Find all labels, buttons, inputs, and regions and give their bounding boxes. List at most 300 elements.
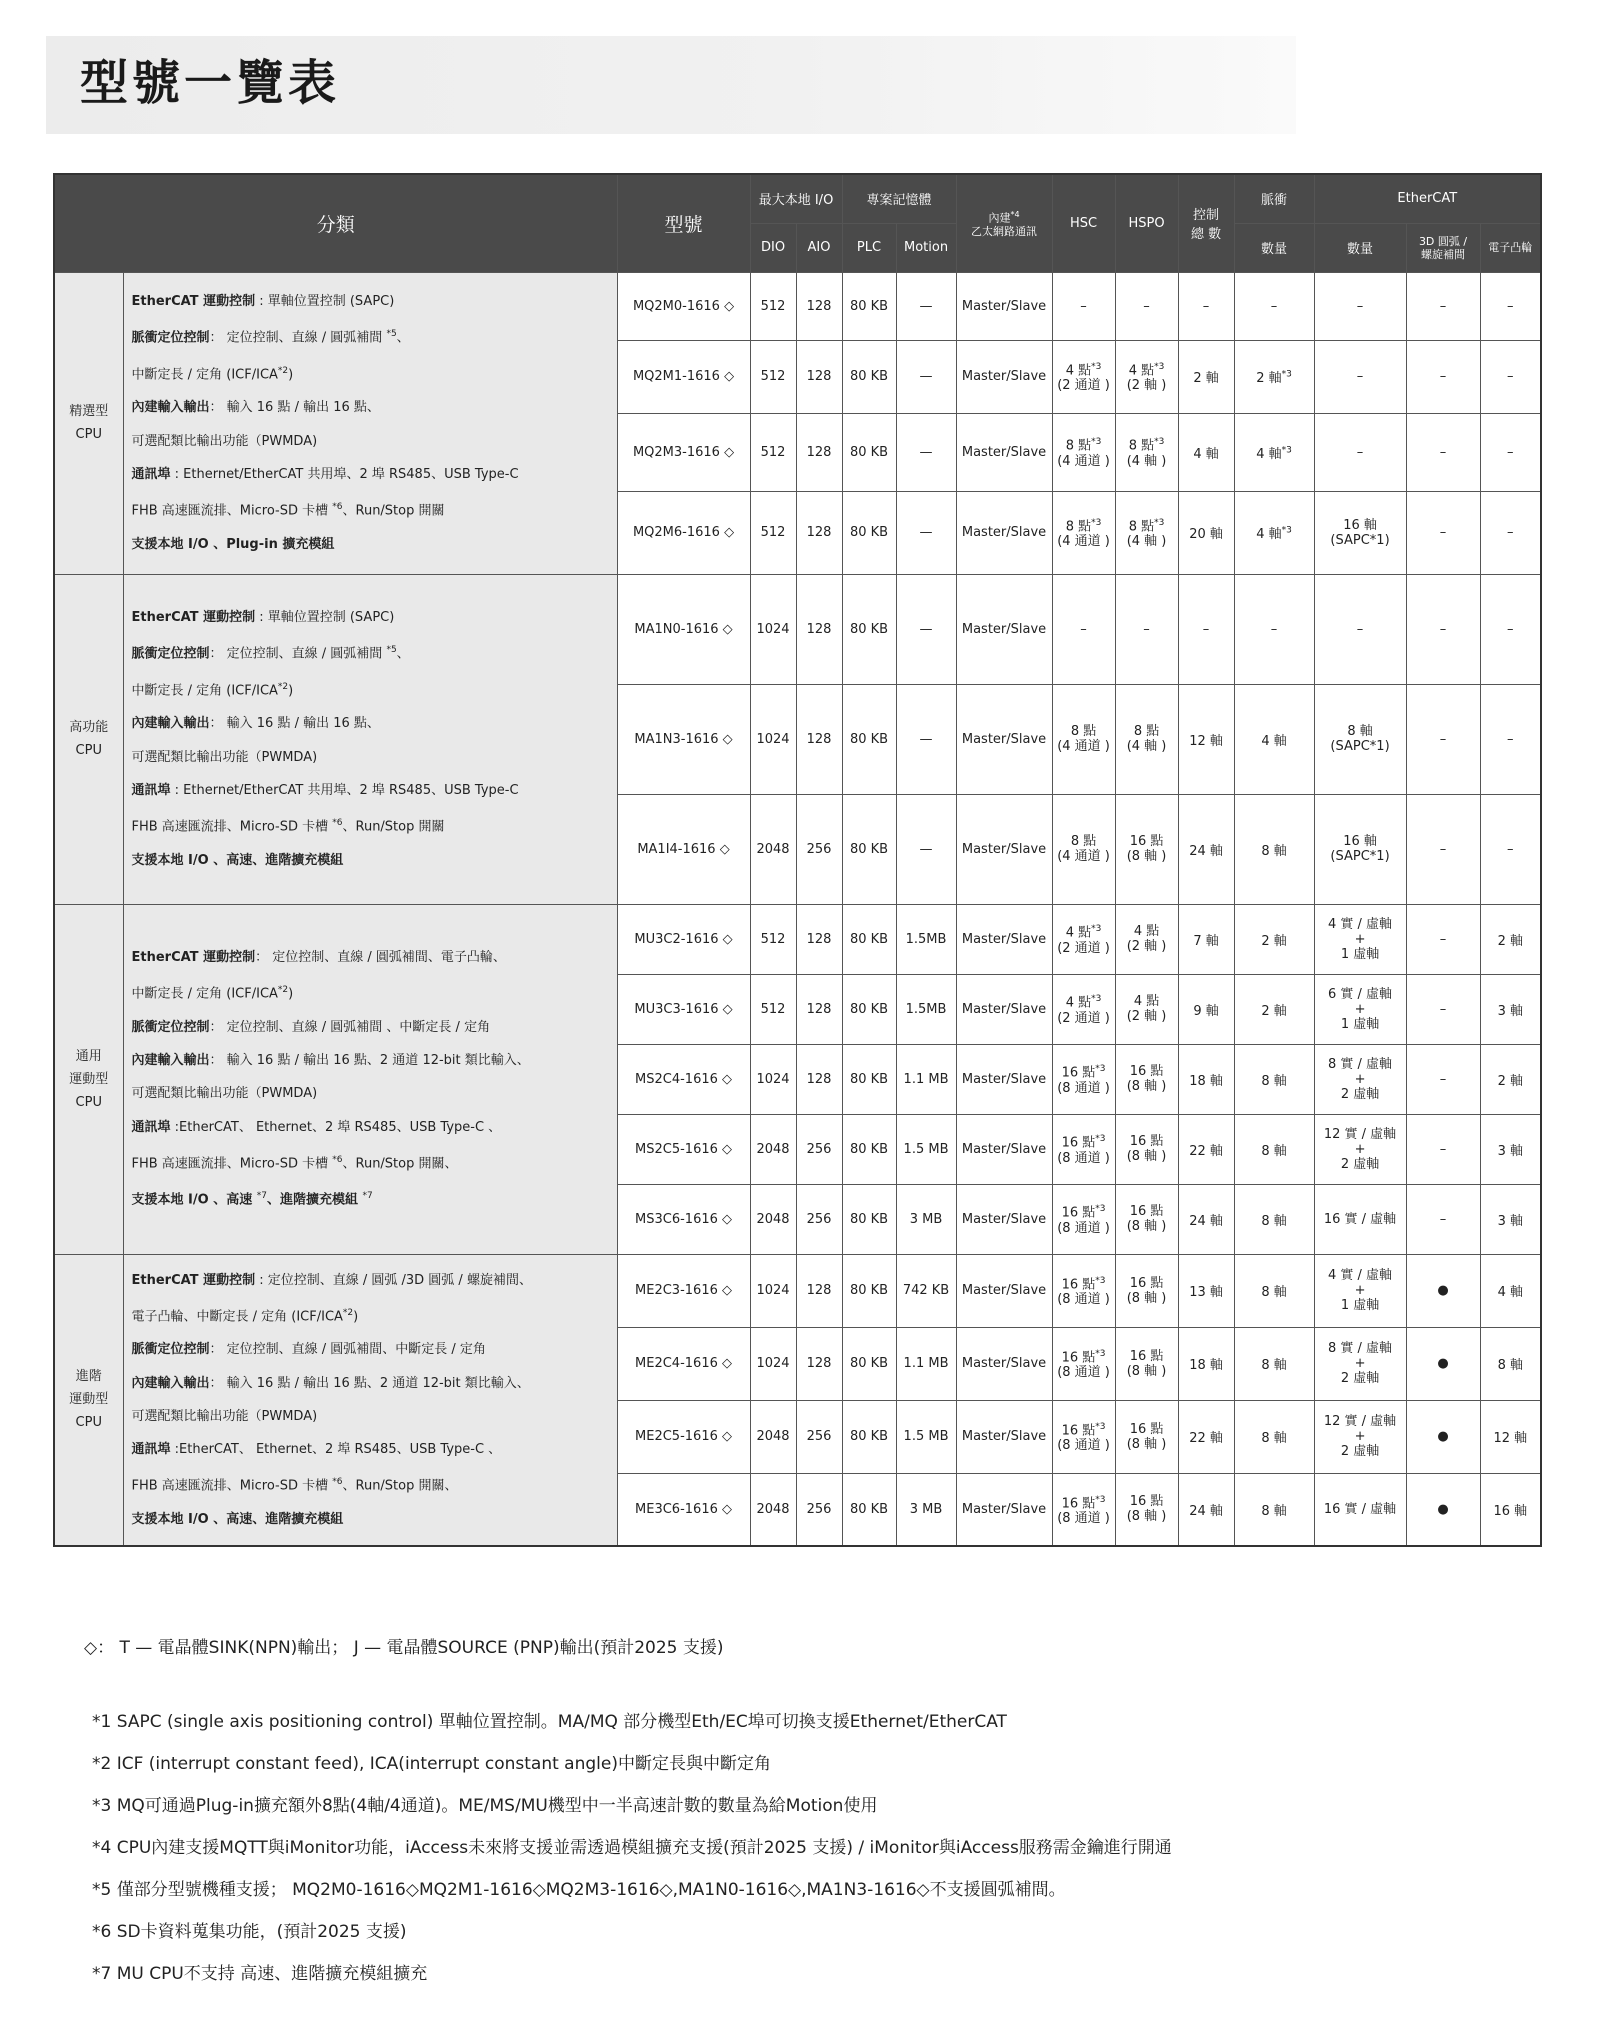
hsc-cell-sub: (8 通道 ) [1057, 1510, 1110, 1526]
category-cell [54, 272, 123, 574]
motion-cell: 1.5MB [896, 904, 956, 974]
description-text: 可選配類比輸出功能（PWMDA) [131, 1408, 318, 1424]
ethercat-qty-main: 6 實 / 虛軸 [1328, 986, 1393, 1002]
hspo-cell-sub: (8 軸 ) [1126, 1219, 1167, 1234]
pulse-qty-cell [1234, 413, 1314, 491]
plc-cell: 80 KB [842, 684, 896, 794]
hsc-cell-content [1057, 1420, 1110, 1453]
aio-cell: 128 [796, 904, 842, 974]
plc-cell: 80 KB [842, 272, 896, 340]
hspo-cell-content [1143, 299, 1150, 314]
description-line [132, 1333, 611, 1366]
description-text: :EtherCAT、 Ethernet、2 埠 RS485、USB Type-C 、 [170, 1119, 502, 1135]
aio-cell: 128 [796, 340, 842, 413]
ethercat-qty-content [1357, 445, 1364, 460]
control-total-cell: 24 軸 [1178, 1473, 1234, 1546]
motion-cell: — [896, 413, 956, 491]
hspo-cell-sub: (8 軸 ) [1126, 1290, 1167, 1306]
control-total-cell: 18 軸 [1178, 1327, 1234, 1400]
hsc-cell [1052, 1114, 1115, 1184]
hspo-cell-sub: (2 軸 ) [1126, 939, 1167, 954]
description-text: 可選配類比輸出功能（PWMDA) [131, 749, 318, 765]
description-text: ： 定位控制、直線 / 圓弧補間 [209, 330, 387, 346]
hspo-cell-content [1127, 516, 1167, 549]
description-text: 、 [396, 646, 410, 662]
hspo-cell-content [1143, 622, 1150, 637]
description-cell [123, 904, 617, 1254]
description-line [132, 391, 611, 424]
description-line [132, 1400, 611, 1433]
description-line [132, 1503, 611, 1536]
footnote-ref: *3 [1095, 1348, 1106, 1359]
control-total-cell: – [1178, 272, 1234, 340]
ethernet-cell: Master/Slave [956, 574, 1052, 684]
model-cell: MA1N0-1616 ◇ [617, 574, 750, 684]
ethercat-qty-cell [1314, 574, 1406, 684]
model-cell: ME3C6-1616 ◇ [617, 1473, 750, 1546]
hspo-cell-sub: (8 軸 ) [1126, 1509, 1167, 1525]
model-cell: MQ2M0-1616 ◇ [617, 272, 750, 340]
control-total-cell: 22 軸 [1178, 1114, 1234, 1184]
dio-cell: 512 [750, 272, 796, 340]
control-total-cell: 2 軸 [1178, 340, 1234, 413]
header-ethercat: EtherCAT [1314, 174, 1541, 223]
ethercat-qty-virtual: 2 虛軸 [1340, 1444, 1380, 1459]
ethercat-qty-main: – [1356, 298, 1364, 314]
ethernet-cell: Master/Slave [956, 1254, 1052, 1327]
description-bold: 內建輸入輸出 [131, 400, 210, 416]
ethercat-qty-content [1324, 1502, 1396, 1517]
hsc-cell-sub: (8 通道 ) [1057, 1080, 1110, 1096]
ethercat-qty-plus: (SAPC*1) [1330, 739, 1390, 754]
ethercat-qty-main: – [1356, 444, 1364, 460]
description-line [132, 1111, 611, 1144]
description-text: 可選配類比輸出功能（PWMDA) [131, 433, 318, 449]
ethercat-qty-content [1357, 622, 1364, 637]
description-bold: 脈衝定位控制 [131, 330, 210, 346]
arc-helical-cell: – [1406, 684, 1480, 794]
aio-cell: 256 [796, 1473, 842, 1546]
hsc-cell [1052, 574, 1115, 684]
plc-cell: 80 KB [842, 794, 896, 904]
ethercat-qty-main: 16 軸 [1343, 834, 1377, 849]
pulse-qty-value: 8 軸 [1261, 1213, 1287, 1229]
aio-cell: 256 [796, 794, 842, 904]
hsc-cell-main: 8 點 [1070, 834, 1097, 849]
hsc-cell [1052, 1473, 1115, 1546]
footnote-line: *7 MU CPU不支持 高速、進階擴充模組擴充 [92, 1964, 428, 1984]
aio-cell: 256 [796, 1184, 842, 1254]
ethernet-cell: Master/Slave [956, 1327, 1052, 1400]
footnote-ref: *3 [1091, 361, 1102, 372]
pulse-qty-cell [1234, 1327, 1314, 1400]
header-dio: DIO [750, 223, 796, 272]
description-bold: EtherCAT 運動控制 [131, 294, 256, 310]
hspo-cell-content [1127, 1204, 1167, 1234]
control-total-cell: 7 軸 [1178, 904, 1234, 974]
hsc-cell [1052, 491, 1115, 574]
ethercat-qty-cell [1314, 491, 1406, 574]
description-line [132, 355, 611, 392]
hspo-cell-sub: (4 軸 ) [1126, 534, 1167, 550]
pulse-qty-value: 8 軸 [1261, 1073, 1287, 1089]
footnote-ref: *5 [386, 645, 397, 656]
aio-cell: 256 [796, 1400, 842, 1473]
hspo-cell-sub: (8 軸 ) [1126, 849, 1167, 864]
footnote-line: *1 SAPC (single axis positioning control) 單軸位置控制。MA/MQ 部分機型Eth/EC埠可切換支援Ethernet/EtherCAT [92, 1712, 1007, 1732]
ethercat-qty-content [1330, 834, 1389, 864]
ethercat-qty-plus: (SAPC*1) [1330, 849, 1390, 864]
electronic-cam-cell: – [1480, 684, 1541, 794]
description-bold: 通訊埠 [131, 782, 171, 798]
electronic-cam-cell: 2 軸 [1480, 904, 1541, 974]
ethercat-qty-main: – [1356, 369, 1364, 384]
header-model: 型號 [617, 174, 750, 272]
motion-cell: 3 MB [896, 1473, 956, 1546]
dio-cell: 512 [750, 974, 796, 1044]
dio-cell: 1024 [750, 1044, 796, 1114]
description-text: 中斷定長 / 定角 (ICF/ICA [131, 683, 278, 699]
ethercat-qty-content [1330, 724, 1389, 754]
hspo-cell-main: – [1143, 621, 1150, 637]
hsc-cell [1052, 1184, 1115, 1254]
hspo-cell-content [1127, 1276, 1167, 1306]
header-ethernet-line2: 乙太網路通訊 [971, 225, 1038, 239]
model-cell: MA1N3-1616 ◇ [617, 684, 750, 794]
description-line [132, 974, 611, 1011]
hsc-cell-sub: (4 通道 ) [1057, 453, 1110, 469]
aio-cell: 128 [796, 1327, 842, 1400]
hsc-cell-main: – [1080, 298, 1087, 314]
arc-helical-cell: – [1406, 974, 1480, 1044]
hsc-cell-main: 16 點 [1061, 1495, 1096, 1511]
dio-cell: 512 [750, 413, 796, 491]
electronic-cam-cell: – [1480, 413, 1541, 491]
ethercat-qty-main: – [1356, 621, 1364, 637]
description-text: 、Run/Stop 開關、 [342, 1156, 458, 1172]
electronic-cam-cell: – [1480, 272, 1541, 340]
plc-cell: 80 KB [842, 1254, 896, 1327]
ethercat-qty-plus: + [1354, 1141, 1366, 1157]
pulse-qty-value: 2 軸 [1261, 933, 1287, 949]
hspo-cell-content [1127, 1494, 1167, 1524]
model-cell: ME2C3-1616 ◇ [617, 1254, 750, 1327]
hspo-cell [1115, 1473, 1178, 1546]
hsc-cell-main: 4 點 [1065, 995, 1092, 1011]
footnote-ref: *6 [332, 1477, 343, 1488]
hsc-cell-content [1057, 922, 1110, 955]
aio-cell: 256 [796, 1114, 842, 1184]
diamond-note: ◇： T — 電晶體SINK(NPN)輸出； J — 電晶體SOURCE (PNP)輸出(預計2025 支援) [84, 1638, 724, 1658]
hsc-cell-content [1080, 299, 1087, 314]
header-aio: AIO [796, 223, 842, 272]
description-text: 中斷定長 / 定角 (ICF/ICA [131, 986, 278, 1002]
hsc-cell-main: 16 點 [1061, 1135, 1096, 1151]
ethernet-cell: Master/Slave [956, 1473, 1052, 1546]
ethercat-qty-content [1357, 299, 1364, 314]
pulse-qty-cell [1234, 340, 1314, 413]
description-line [132, 1433, 611, 1466]
pulse-qty-cell [1234, 1184, 1314, 1254]
description-text: ) [288, 683, 294, 699]
hspo-cell [1115, 974, 1178, 1044]
description-bold: 脈衝定位控制 [131, 1342, 210, 1358]
footnote-ref: *3 [1095, 1275, 1106, 1286]
footnote-ref: *2 [277, 365, 289, 376]
electronic-cam-cell: 3 軸 [1480, 1114, 1541, 1184]
pulse-qty-cell [1234, 272, 1314, 340]
header-arc-line2: 螺旋補間 [1421, 247, 1466, 261]
dio-cell: 2048 [750, 1400, 796, 1473]
control-total-cell: 24 軸 [1178, 1184, 1234, 1254]
header-pulse: 脈衝 [1234, 174, 1314, 223]
header-arc [1406, 223, 1480, 272]
description-bold: 內建輸入輸出 [131, 1375, 210, 1391]
model-cell: MS2C4-1616 ◇ [617, 1044, 750, 1114]
hsc-cell [1052, 974, 1115, 1044]
footnote-line: *3 MQ可通過Plug-in擴充額外8點(4軸/4通道)。ME/MS/MU機型中一半高速計數的數量為給Motion使用 [92, 1796, 878, 1816]
footnote-ref: *3 [1095, 1064, 1106, 1075]
category-label: CPU [75, 1094, 102, 1110]
hspo-cell [1115, 272, 1178, 340]
header-hsc: HSC [1052, 174, 1115, 272]
description-line [132, 425, 611, 458]
hsc-cell-main: 16 點 [1061, 1350, 1096, 1366]
description-bold: 通訊埠 [131, 466, 171, 482]
category-cell [54, 574, 123, 904]
category-label: CPU [75, 1415, 102, 1431]
control-total-cell: 13 軸 [1178, 1254, 1234, 1327]
description-text: FHB 高速匯流排、Micro-SD 卡槽 [131, 1478, 333, 1494]
hsc-cell [1052, 1254, 1115, 1327]
ethercat-qty-cell [1314, 684, 1406, 794]
plc-cell: 80 KB [842, 491, 896, 574]
control-total-cell: 18 軸 [1178, 1044, 1234, 1114]
ethernet-cell: Master/Slave [956, 974, 1052, 1044]
hspo-cell-main: 8 點 [1128, 438, 1155, 454]
arc-helical-cell: ● [1406, 1254, 1480, 1327]
header-cam: 電子凸輪 [1480, 223, 1541, 272]
footnote-ref: *7 [256, 1191, 267, 1202]
hspo-cell-main: 16 點 [1129, 1204, 1164, 1219]
footnote-line: *5 僅部分型號機種支援； MQ2M0-1616◇MQ2M1-1616◇MQ2M3-1616◇,MA1N0-1616◇,MA1N3-1616◇不支援圓弧補間。 [92, 1880, 1066, 1900]
hsc-cell-content [1057, 516, 1110, 549]
aio-cell: 128 [796, 1254, 842, 1327]
pulse-qty-cell [1234, 491, 1314, 574]
pulse-qty-value: 8 軸 [1261, 1143, 1287, 1159]
description-bold: EtherCAT 運動控制 [131, 1272, 256, 1288]
hsc-cell-content [1057, 1132, 1110, 1165]
pulse-qty-value: 4 軸 [1256, 446, 1282, 462]
description-text: :EtherCAT、 Ethernet、2 埠 RS485、USB Type-C 、 [170, 1441, 502, 1457]
description-line [132, 458, 611, 491]
description-cell [123, 1254, 617, 1546]
header-hspo: HSPO [1115, 174, 1178, 272]
hsc-cell-sub: (4 通道 ) [1057, 739, 1110, 754]
footnote-ref: *3 [1091, 924, 1102, 935]
control-total-cell: 22 軸 [1178, 1400, 1234, 1473]
electronic-cam-cell: – [1480, 574, 1541, 684]
hsc-cell-content [1057, 1202, 1110, 1235]
control-total-cell: 4 軸 [1178, 413, 1234, 491]
hspo-cell-content [1127, 1134, 1167, 1164]
pulse-qty-value: 8 軸 [1261, 1285, 1287, 1300]
ethercat-qty-virtual: 1 虛軸 [1340, 1298, 1380, 1313]
hsc-cell [1052, 794, 1115, 904]
aio-cell: 128 [796, 491, 842, 574]
hsc-cell-content [1057, 834, 1110, 864]
description-text: ： 定位控制、直線 / 圓弧補間 、中斷定長 / 定角 [209, 1019, 491, 1035]
header-max-io: 最大本地 I/O [750, 174, 842, 223]
electronic-cam-cell: 2 軸 [1480, 1044, 1541, 1114]
category-label: CPU [75, 743, 102, 758]
hsc-cell-main: 8 點 [1065, 519, 1092, 535]
ethercat-qty-cell [1314, 974, 1406, 1044]
description-bold: 脈衝定位控制 [131, 646, 210, 662]
ethercat-qty-content [1328, 1057, 1392, 1102]
motion-cell: — [896, 794, 956, 904]
description-line [132, 1180, 611, 1217]
hspo-cell [1115, 1327, 1178, 1400]
hsc-cell-main: 16 點 [1061, 1205, 1096, 1221]
hsc-cell [1052, 1044, 1115, 1114]
description-text: FHB 高速匯流排、Micro-SD 卡槽 [131, 503, 333, 519]
description-line [132, 634, 611, 671]
footnote-ref: *3 [1281, 445, 1292, 456]
ethercat-qty-main: 8 實 / 虛軸 [1328, 1056, 1393, 1072]
footnote-line: *4 CPU內建支援MQTT與iMonitor功能，iAccess未來將支援並需透過模組擴充支援(預計2025 支援) / iMonitor與iAccess服務需金鑰進行開通 [92, 1838, 1172, 1858]
pulse-qty-cell [1234, 794, 1314, 904]
model-cell: MQ2M6-1616 ◇ [617, 491, 750, 574]
pulse-qty-value: 8 軸 [1261, 843, 1287, 859]
hspo-cell-main: 16 點 [1129, 1134, 1164, 1149]
category-label: 運動型 [69, 1071, 109, 1087]
hsc-cell-sub: (2 通道 ) [1057, 378, 1110, 394]
ethercat-qty-main: 8 軸 [1347, 724, 1373, 739]
pulse-qty-cell [1234, 1400, 1314, 1473]
model-table [53, 173, 1542, 1547]
description-text: 、Run/Stop 開關、 [342, 1478, 458, 1494]
hspo-cell [1115, 340, 1178, 413]
hspo-cell [1115, 794, 1178, 904]
pulse-qty-value: 2 軸 [1256, 371, 1282, 386]
hsc-cell-sub: (4 通道 ) [1057, 849, 1110, 864]
description-text: : 單軸位置控制 (SAPC) [255, 610, 395, 626]
category-label: 高功能 [69, 720, 109, 735]
hsc-cell-sub: (8 通道 ) [1057, 1150, 1110, 1166]
pulse-qty-value: 8 軸 [1261, 1503, 1287, 1519]
electronic-cam-cell: – [1480, 491, 1541, 574]
hspo-cell [1115, 1044, 1178, 1114]
ethernet-cell: Master/Slave [956, 794, 1052, 904]
description-line [132, 601, 611, 634]
pulse-qty-cell [1234, 1473, 1314, 1546]
aio-cell: 128 [796, 272, 842, 340]
ethercat-qty-virtual: 2 虛軸 [1340, 1086, 1380, 1102]
description-text: ： 輸入 16 點 / 輸出 16 點、 [209, 716, 380, 732]
arc-helical-cell: – [1406, 904, 1480, 974]
motion-cell: 1.5 MB [896, 1114, 956, 1184]
ethercat-qty-main: 16 實 / 虛軸 [1323, 1501, 1397, 1517]
description-line [132, 1077, 611, 1110]
ethercat-qty-cell [1314, 904, 1406, 974]
pulse-qty-cell [1234, 684, 1314, 794]
header-ethernet [956, 174, 1052, 272]
hsc-cell-main: 8 點 [1065, 438, 1092, 454]
pulse-qty-cell [1234, 1044, 1314, 1114]
ethercat-qty-content [1324, 1212, 1396, 1227]
model-cell: MA1I4-1616 ◇ [617, 794, 750, 904]
description-text: : Ethernet/EtherCAT 共用埠、2 埠 RS485、USB Type-C [170, 466, 519, 482]
description-line [132, 1367, 611, 1400]
electronic-cam-cell: 16 軸 [1480, 1473, 1541, 1546]
description-line [132, 1044, 611, 1077]
header-ethernet-sup: *4 [1010, 210, 1020, 220]
hspo-cell [1115, 491, 1178, 574]
hspo-cell-main: 4 點 [1133, 994, 1160, 1009]
aio-cell: 128 [796, 1044, 842, 1114]
footnote-ref: *3 [1154, 517, 1165, 528]
electronic-cam-cell: 12 軸 [1480, 1400, 1541, 1473]
plc-cell: 80 KB [842, 1473, 896, 1546]
ethernet-cell: Master/Slave [956, 340, 1052, 413]
electronic-cam-cell: 8 軸 [1480, 1327, 1541, 1400]
hspo-cell-content [1127, 1064, 1167, 1094]
description-text: 、 [396, 330, 410, 346]
ethercat-qty-main: 4 實 / 虛軸 [1328, 1268, 1393, 1283]
model-cell: MU3C3-1616 ◇ [617, 974, 750, 1044]
ethercat-qty-cell [1314, 794, 1406, 904]
hspo-cell-sub: (8 軸 ) [1126, 1363, 1167, 1379]
description-text: ： 輸入 16 點 / 輸出 16 點、 [209, 400, 380, 416]
ethercat-qty-content [1324, 1414, 1396, 1459]
model-cell: MU3C2-1616 ◇ [617, 904, 750, 974]
motion-cell: 1.1 MB [896, 1327, 956, 1400]
ethercat-qty-plus: + [1354, 1429, 1366, 1444]
ethercat-qty-content [1328, 987, 1392, 1032]
hsc-cell-content [1057, 435, 1110, 468]
hsc-cell-sub: (4 通道 ) [1057, 534, 1110, 550]
pulse-qty-value: – [1270, 621, 1278, 637]
ethernet-cell: Master/Slave [956, 1114, 1052, 1184]
hspo-cell-main: 16 點 [1129, 1494, 1164, 1510]
category-label: 精選型 [69, 404, 109, 419]
pulse-qty-value: 4 軸 [1256, 527, 1282, 542]
header-plc: PLC [842, 223, 896, 272]
model-cell: ME2C4-1616 ◇ [617, 1327, 750, 1400]
arc-helical-cell: – [1406, 272, 1480, 340]
header-category: 分類 [54, 174, 617, 272]
arc-helical-cell: ● [1406, 1400, 1480, 1473]
motion-cell: — [896, 340, 956, 413]
ethercat-qty-cell [1314, 1114, 1406, 1184]
ethercat-qty-virtual: 1 虛軸 [1340, 946, 1380, 962]
control-total-cell: 24 軸 [1178, 794, 1234, 904]
description-line [132, 671, 611, 708]
ethercat-qty-cell [1314, 1327, 1406, 1400]
hsc-cell-sub: (2 通道 ) [1057, 940, 1110, 956]
hspo-cell [1115, 1114, 1178, 1184]
category-label: 進階 [75, 1369, 102, 1385]
hspo-cell-main: 16 點 [1129, 1348, 1164, 1364]
pulse-qty-value: – [1270, 298, 1278, 314]
pulse-qty-value: 2 軸 [1261, 1003, 1287, 1019]
dio-cell: 1024 [750, 574, 796, 684]
description-text: : Ethernet/EtherCAT 共用埠、2 埠 RS485、USB Type-C [170, 782, 519, 798]
motion-cell: 1.5MB [896, 974, 956, 1044]
description-line [132, 1466, 611, 1503]
description-text: 、Run/Stop 開關 [342, 819, 445, 835]
